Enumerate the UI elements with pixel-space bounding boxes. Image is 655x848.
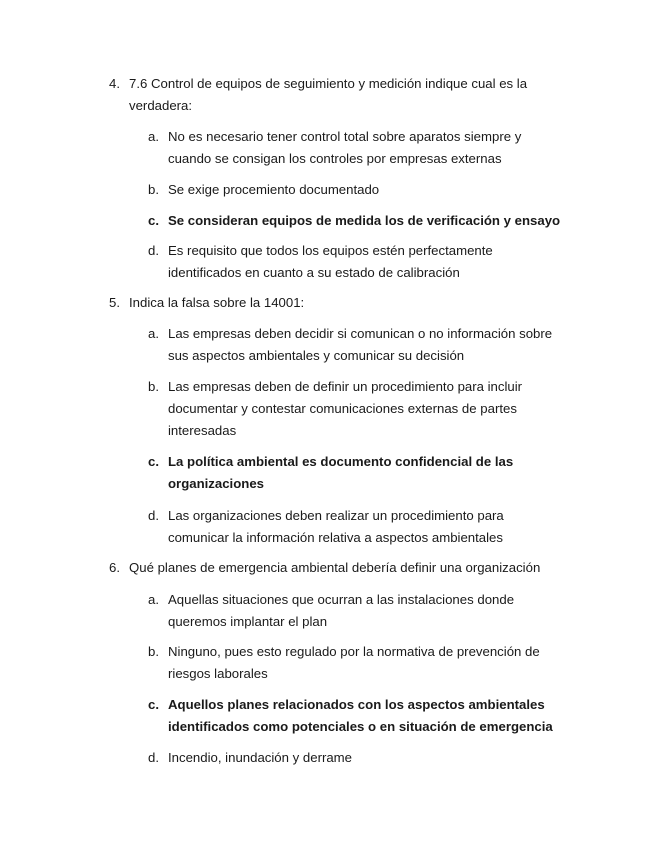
question-5 xyxy=(109,292,579,314)
option-text: Aquellas situaciones que ocurran a las instalaciones donde queremos implantar el plan xyxy=(168,592,515,629)
question-6-option-a xyxy=(148,589,568,633)
option-text: La política ambiental es documento confidencial de las organizaciones xyxy=(168,454,514,491)
option-text: Ninguno, pues esto regulado por la normativa de prevención de riesgos laborales xyxy=(168,644,540,681)
question-text: Qué planes de emergencia ambiental debería definir una organización xyxy=(129,560,541,575)
option-letter: a. xyxy=(148,129,159,144)
option-text: Incendio, inundación y derrame xyxy=(168,750,353,765)
question-5-option-b xyxy=(148,376,568,442)
question-number: 4. xyxy=(109,76,120,91)
question-4 xyxy=(109,73,579,117)
question-number: 5. xyxy=(109,295,120,310)
question-5-option-a xyxy=(148,323,568,367)
option-letter: c. xyxy=(148,697,159,712)
question-6-option-d xyxy=(148,747,568,769)
option-text: Las organizaciones deben realizar un procedimiento para comunicar la información relativa a aspectos ambientales xyxy=(168,508,504,545)
option-letter: d. xyxy=(148,750,159,765)
question-number: 6. xyxy=(109,560,120,575)
option-letter: d. xyxy=(148,243,159,258)
option-letter: c. xyxy=(148,454,159,469)
question-5-option-c-correct xyxy=(148,451,568,495)
option-text: No es necesario tener control total sobre aparatos siempre y cuando se consigan los controles por empresas externas xyxy=(168,129,522,166)
option-text: Aquellos planes relacionados con los aspectos ambientales identificados como potenciales o en situación de emergencia xyxy=(168,697,553,734)
question-text: 7.6 Control de equipos de seguimiento y medición indique cual es la verdadera: xyxy=(129,76,528,113)
option-text: Las empresas deben de definir un procedimiento para incluir documentar y contestar comunicaciones externas de partes interesadas xyxy=(168,379,523,438)
question-5-option-d xyxy=(148,505,568,549)
option-letter: b. xyxy=(148,182,159,197)
question-6-option-b xyxy=(148,641,568,685)
option-text: Se exige procemiento documentado xyxy=(168,182,380,197)
option-text: Las empresas deben decidir si comunican o no información sobre sus aspectos ambientales y comunicar su decisión xyxy=(168,326,553,363)
option-text: Es requisito que todos los equipos estén perfectamente identificados en cuanto a su estado de calibración xyxy=(168,243,493,280)
question-text: Indica la falsa sobre la 14001: xyxy=(129,295,305,310)
option-letter: d. xyxy=(148,508,159,523)
question-4-option-a xyxy=(148,126,568,170)
question-6 xyxy=(109,557,579,579)
option-letter: c. xyxy=(148,213,159,228)
option-letter: a. xyxy=(148,326,159,341)
question-4-option-d xyxy=(148,240,568,284)
option-text: Se consideran equipos de medida los de verificación y ensayo xyxy=(168,213,561,228)
option-letter: a. xyxy=(148,592,159,607)
option-letter: b. xyxy=(148,644,159,659)
question-4-option-c-correct xyxy=(148,210,568,232)
question-4-option-b xyxy=(148,179,568,201)
option-letter: b. xyxy=(148,379,159,394)
question-6-option-c-correct xyxy=(148,694,568,738)
